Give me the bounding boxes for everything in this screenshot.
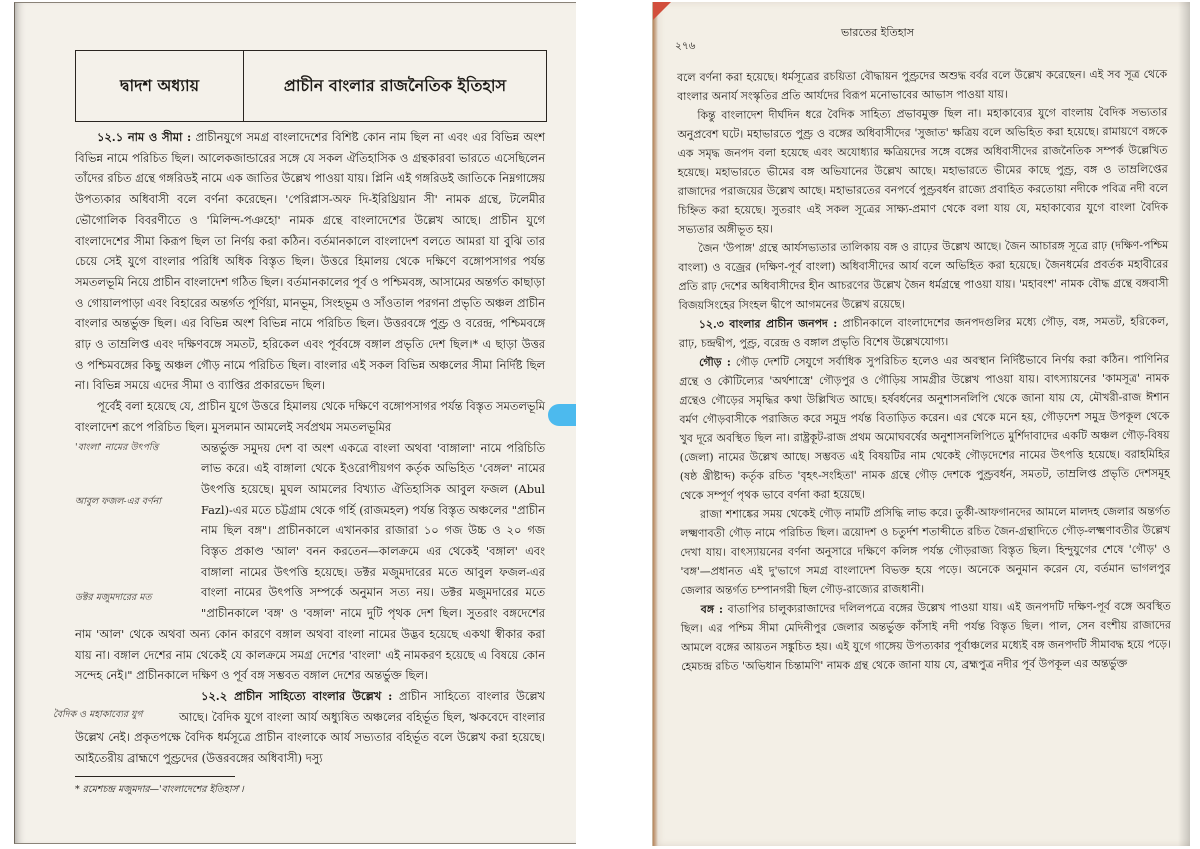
section-2-heading: ১২.২ প্রাচীন সাহিত্যে বাংলার উল্লেখ : xyxy=(201,688,393,703)
section-3-paragraph xyxy=(679,312,1169,353)
page-corner-fold xyxy=(653,2,671,20)
highlighter-mark xyxy=(548,404,576,426)
para-2-body-wrap xyxy=(75,438,545,686)
banga-heading: বঙ্গ : xyxy=(700,602,724,616)
para-2-intro: পূর্বেই বলা হয়েছে যে, প্রাচীন যুগে উত্তরে হিমালয় থেকে দক্ষিণে বঙ্গোপসাগর পর্যন্ত বিস্তৃত সমতলভূমি বাংলাদেশ রূপে পরিচিত ছিল। মুসলমান আমলেই সর্বপ্রথম সমতলভূমির xyxy=(75,399,545,434)
right-para-5: রাজা শশাঙ্কের সময় থেকেই গৌড় নামটি প্রসিদ্ধি লাভ করে। তুর্কী-আফগানদের আমলে মালদহ জেলার অন্তর্গত লক্ষ্মণাবতী গৌড় নামে পরিচিত ছিল। ত্রয়োদশ ও চতুর্দশ শতাব্দীতে রচিত জৈন-গ্রন্থাদিতে গৌড়-লক্ষ্মণাবতীর উল্লেখ দেখা যায়। বাৎস্যায়নের বর্ণনা অনুসারে দক্ষিণে কলিঙ্গ পর্যন্ত গৌড়রাজ্য বিস্তৃত ছিল। হিন্দুযুগের শেষে 'গৌড়' ও 'বঙ্গ'—প্রধানত এই দু'ভাগে সমগ্র বাংলাদেশ বিভক্ত হয়ে পড়ে। অনেকে অনুমান করেন যে, বর্তমান ভাগলপুর জেলার অন্তর্গত চম্পানগরী ছিল গৌড়-রাজ্যের রাজধানী। xyxy=(680,504,1171,597)
right-page-body xyxy=(677,65,1171,676)
chapter-heading-box xyxy=(75,50,547,122)
gauda-heading: গৌড় : xyxy=(699,355,731,369)
section-3-heading: ১২.৩ বাংলার প্রাচীন জনপদ : xyxy=(698,316,838,331)
chapter-title: প্রাচীন বাংলার রাজনৈতিক ইতিহাস xyxy=(283,75,507,95)
footnote: * রমেশচন্দ্র মজুমদার—'বাংলাদেশের ইতিহাস'। xyxy=(75,784,244,795)
left-page xyxy=(14,2,576,844)
margin-note-abul-fazl: আবুল ফজল-এর বর্ণনা xyxy=(75,495,161,507)
section-1-heading: ১২.১ নাম ও সীমা : xyxy=(97,130,192,144)
section-1-text: প্রাচীনযুগে সমগ্র বাংলাদেশের বিশিষ্ট কোন নাম ছিল না এবং এর বিভিন্ন অংশ বিভিন্ন নামে পরিচিত ছিল। আলেকজান্ডারের সঙ্গে যে সকল ঐতিহাসিক ও গ্রন্থকারবা ভারতে এসেছিলেন তাঁদের রচিত গ্রন্থে গঙ্গরিডই নামে এক জাতির উল্লেখ পাওয়া যায়। প্লিনি এই গঙ্গরিডই জাতিকে নিম্নগাঙ্গেয় উপত্যকার অধিবাসী বলে বর্ণনা করেছেন। 'পেরিপ্লাস-অফ দি-ইরিথ্রিয়ান সী' নামক গ্রন্থে, টলেমীর ভৌগোলিক বিবরণীতে ও 'মিলিন্দ-পঞহো' নামক গ্রন্থে বাংলাদেশের উল্লেখ আছে। প্রাচীন যুগে বাংলাদেশের সীমা কিরূপ ছিল তা নির্ণয় করা কঠিন। বর্তমানকালে বাংলাদেশ বলতে আমরা যা বুঝি তার চেয়ে সেই যুগে বাংলার পরিধি অধিক বিস্তৃত ছিল। উত্তরে হিমালয় থেকে দক্ষিণে বঙ্গোপসাগর পর্যন্ত সমতলভূমি নিয়ে প্রাচীন বাংলাদেশ গঠিত ছিল। বর্তমানকালের পূর্ব ও পশ্চিমবঙ্গ, আসামের অন্তর্গত কাছাড়া ও গোয়ালপাড়া এবং বিহারের অন্তর্গত পূর্ণিয়া, মানভূম, সিংহভূম ও সাঁওতাল পরগনা প্রভৃতি অঞ্চল প্রাচীন বাংলার অন্তর্ভুক্ত ছিল। এর বিভিন্ন অংশ বিভিন্ন নামে পরিচিত ছিল। উত্তরবঙ্গে পুণ্ড্র ও বরেন্দ্র, পশ্চিমবঙ্গে রাঢ় ও তাম্রলিপ্ত এবং দক্ষিণবঙ্গে সমতট, হরিকেল এবং পূর্ববঙ্গে বঙ্গাল প্রভৃতি দেশ ছিল।* এ ছাড়া উত্তর ও পশ্চিমবঙ্গের কিছু অঞ্চল গৌড় নামে পরিচিত ছিল। বাংলার এই সকল বিভিন্ন অঞ্চলের সীমা নির্দিষ্ট ছিল না। বিভিন্ন সময়ে এদের সীমা ও ব্যাপ্তির প্রকারভেদ ছিল। xyxy=(75,130,546,393)
banga-text: বাতাপির চালুক্যরাজাদের দলিলপত্রে বঙ্গের উল্লেখ পাওয়া যায়। এই জনপদটি দক্ষিণ-পূর্ব বঙ্গে অবস্থিত ছিল। এর পশ্চিম সীমা মেদিনীপুর জেলার অন্তর্ভুক্ত কাঁসাই নদী পর্যন্ত বিস্তৃত ছিল। পাল, সেন বংশীয় রাজাদের আমলে বঙ্গের আয়তন সঙ্কুচিত হয়। এই যুগে গাঙ্গেয় উপত্যকার পূর্বাঞ্চলের মধ্যেই বঙ্গ জনপদটি সীমাবদ্ধ হয়ে পড়ে। হেমচন্দ্র রচিত 'অভিধান চিন্তামণি' নামক গ্রন্থ থেকে জানা যায় যে, ব্রহ্মপুত্র নদীর পূর্ব উপকূল এর অন্তর্ভুক্ত xyxy=(680,599,1172,673)
gauda-paragraph xyxy=(679,350,1170,505)
para-2-body: অন্তর্ভুক্ত সমুদয় দেশ বা অংশ একত্রে বাংলা অথবা 'বাঙ্গালা' নামে পরিচিতি লাভ করে। এই বাঙ্গালা থেকে ইওরোপীয়গণ কর্তৃক অভিহিত 'বেঙ্গল' নামের উৎপত্তি হয়েছে। মুঘল আমলের বিখ্যাত ঐতিহাসিক আবুল ফজল (Abul Fazl)-এর মতে চট্টগ্রাম থেকে গর্হি (রাজমহল) পর্যন্ত বিস্তৃত অঞ্চলের "প্রাচীন নাম ছিল বঙ্গ"। প্রাচীনকালে এখানকার রাজারা ১০ গজ উচ্চ ও ২০ গজ বিস্তৃত প্রকাণ্ড 'আল' বনন করতেন—কালক্রমে এর থেকেই 'বঙ্গাল' এবং বাঙ্গালা নামের উৎপত্তি হয়েছে। ডক্টর মজুমদারের মতে আবুল ফজল-এর বাংলা নামের উৎপত্তি সম্পর্কে অনুমান সত্য নয়। ডক্টর মজুমদারের মতে "প্রাচীনকালে 'বঙ্গ' ও 'বঙ্গাল' নামে দুটি পৃথক দেশ ছিল। সুতরাং বঙ্গদেশের নাম 'আল' থেকে অথবা অন্য কোন কারণে বঙ্গাল অথবা বাংলা নামের উদ্ভব হয়েছে একথা স্বীকার করা যায় না। বঙ্গাল দেশের নাম থেকেই যে কালক্রমে সমগ্র দেশের 'বাংলা' এই নামকরণ হয়েছে এ বিষয়ে কোন সন্দেহ নেই।" প্রাচীনকালে দক্ষিণ ও পূর্ব বঙ্গ সম্ভবত বঙ্গাল দেশের অন্তর্ভুক্ত ছিল। xyxy=(75,440,545,683)
section-2-text: প্রাচীন সাহিত্যে বাংলার উল্লেখ আছে। বৈদিক যুগে বাংলা আর্য অধ্যুষিত অঞ্চলের বহির্ভূত ছিল, ঋকবেদে বাংলার উল্লেখ নেই। প্রকৃতপক্ষে বৈদিক ধর্মসূত্রে প্রাচীন বাংলাকে আর্য সভ্যতার বহির্ভূত বলে উল্লেখ করা হয়েছে। আইতেরীয় ব্রাহ্মণে পুণ্ড্রদের (উত্তরবঙ্গের অধিবাসী) দস্যু xyxy=(75,688,545,766)
margin-note-majumdar: ডক্টর মজুমদারের মত xyxy=(75,591,152,603)
page-number: ২৭৬ xyxy=(675,40,696,52)
margin-note-vedic-epic: বৈদিক ও মহাকাব্যের যুগ xyxy=(53,708,143,720)
banga-paragraph xyxy=(681,597,1172,676)
gauda-text: গৌড় দেশটি সেযুগে সর্বাধিক সুপরিচিত হলেও এর অবস্থান নির্দিষ্টভাবে নির্ণয় করা কঠিন। পাণিনির গ্রন্থে ও কৌটিল্যের 'অর্থশাস্ত্রে' গৌড়পুর ও গৌড়িয় সামগ্রীর উল্লেখ পাওয়া যায়। বাৎস্যায়নের 'কামসূত্র' নামক গ্রন্থেও গৌড়ের সমৃদ্ধির কথা উল্লিখিত আছে। হর্ষবর্ধনের অনুশাসনলিপি থেকে জানা যায় যে, মৌখরী-রাজ ঈশান বর্মণ গৌড়বাসীকে পরাজিত করে সমুদ্র পর্যন্ত বিতাড়িত করেন। এর থেকে মনে হয়, গৌড়দেশ সমুদ্র উপকূল থেকে খুব দূরে অবস্থিত ছিল না। রাষ্ট্রকূট-রাজ প্রথম অমোঘবর্ষের অনুশাসনলিপিতে মুর্শিদাবাদের একটি অঞ্চল গৌড়-বিষয় (জেলা) নামের উল্লেখ আছে। সম্ভবত এই বিষয়টির নাম থেকেই গৌড়দেশের নামের উৎপত্তি হয়েছে। বরাহমিহির (ষষ্ঠ খ্রীষ্টাব্দ) কর্তৃক রচিত 'বৃহৎ-সংহিতা' নামক গ্রন্থে গৌড় দেশকে পুণ্ড্রবর্ধন, সমতট, তাম্রলিপ্ত প্রভৃতি দেশসমূহ থেকে সম্পূর্ণ পৃথক ভাবে বর্ণনা করা হয়েছে। xyxy=(679,352,1170,502)
right-para-2: কিন্তু বাংলাদেশ দীর্ঘদিন ধরে বৈদিক সাহিত্য প্রভাবমুক্ত ছিল না। মহাকাব্যের যুগে বাংলায় বৈদিক সভ্যতার অনুপ্রবেশ ঘটে। মহাভারতে পুণ্ড্র ও বঙ্গের অধিবাসীদের 'সুজাত' ক্ষত্রিয় বলে অভিহিত করা হয়েছে। রামায়ণে বঙ্গকে এক সমৃদ্ধ জনপদ বলা হয়েছে এবং অযোধ্যার ক্ষত্রিয়দের সঙ্গে বঙ্গের অধিবাসীদের রাজনৈতিক সম্পর্ক উল্লেখিত হয়েছে। মহাভারতে ভীমের বঙ্গ অভিযানের উল্লেখ আছে। মহাভারতে ভীমের কাছে পুণ্ড্র, বঙ্গ ও তাম্রলিপ্তের রাজাদের পরাজয়ের উল্লেখ আছে। মহাভারতের বনপর্বে পুণ্ড্রবর্ধন রাজ্যে প্রবাহিত করতোয়া নদীকে পবিত্র নদী বলে চিহ্নিত করা হয়েছে। সুতরাং এই সকল সূত্রের সাক্ষ্য-প্রমাণ থেকে বলা যায় যে, মহাকাব্যের যুগে বাংলা বৈদিক সভ্যতার অঙ্গীভূত হয়। xyxy=(677,105,1169,236)
chapter-label: দ্বাদশ অধ্যায় xyxy=(76,51,244,121)
right-page xyxy=(652,2,1190,846)
margin-note-bangla-origin: 'বাংলা' নামের উৎপত্তি xyxy=(75,441,159,453)
right-para-3: জৈন 'উপাঙ্গ' গ্রন্থে আর্যসভ্যতার তালিকায় বঙ্গ ও রাঢ়ের উল্লেখ আছে। জৈন আচারঙ্গ সূত্রে রাঢ় (দক্ষিণ-পশ্চিম বাংলা) ও বজ্রের (দক্ষিণ-পূর্ব বাংলা) অধিবাসীদের আর্য বলে অভিহিত করা হয়েছে। জৈনধর্মের প্রবর্তক মহাবীরের প্রতি রাঢ় দেশের অধিবাসীদের হীন আচরণের উল্লেখ জৈন ধর্মগ্রন্থে পাওয়া যায়। 'মহাবংশ' নামক বৌদ্ধ গ্রন্থে বঙ্গবাসী বিজয়সিংহের সিংহল দ্বীপে আগমনের উল্লেখ রয়েছে। xyxy=(678,238,1169,312)
section-1-paragraph xyxy=(75,127,545,396)
running-head: ভারতের ইতিহাস xyxy=(841,26,915,39)
left-page-body xyxy=(53,127,546,769)
section-3-text: প্রাচীনকালে বাংলাদেশের জনপদগুলির মধ্যে গৌড়, বঙ্গ, সমতট, হরিকেল, রাঢ়, চন্দ্রদ্বীপ, পুণ্ড্র, বরেন্দ্র ও বঙ্গাল প্রভৃতি বিশেষ উল্লেখযোগ্য। xyxy=(678,314,1169,350)
section-2-paragraph xyxy=(53,686,545,769)
right-para-1: বলে বর্ণনা করা হয়েছে। ধর্মসূত্রের রচয়িতা বৌদ্ধায়ন পুণ্ড্রদের অশুদ্ধ বর্বর বলে উল্লেখ করেছেন। এই সব সূত্র থেকে বাংলার অনার্য সংস্কৃতির প্রতি আর্যদের বিরূপ মনোভাবের আভাস পাওয়া যায়। xyxy=(677,67,1168,103)
footnote-rule xyxy=(75,776,235,777)
